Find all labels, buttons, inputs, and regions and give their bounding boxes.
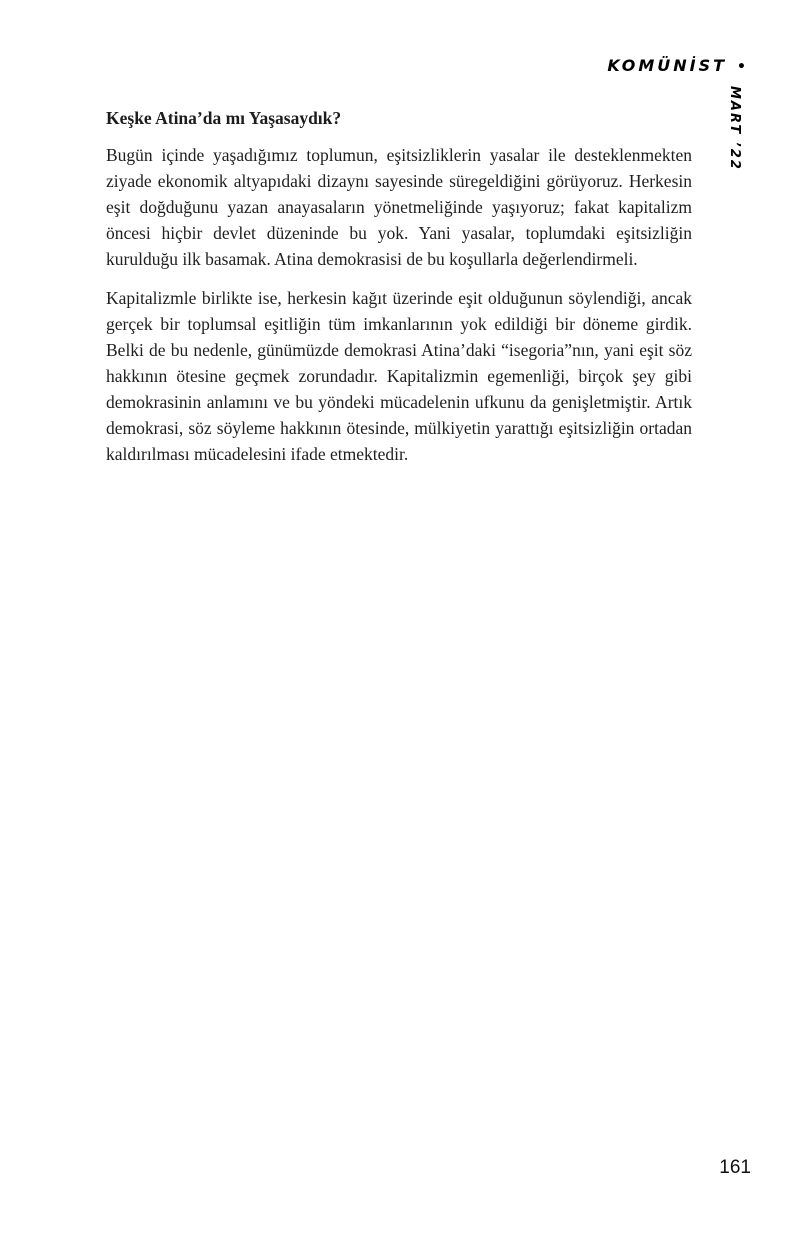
header-bullet-icon: • bbox=[737, 58, 746, 75]
issue-date: MART ’22 bbox=[727, 86, 742, 171]
article-paragraph-1: Bugün içinde yaşadığımız toplumun, eşitsizliklerin yasalar ile desteklenmekten ziyade ekonomik altyapıdaki dizaynı sayesinde süregeldiğini görüyoruz. Herkesin eşit doğduğunu yazan anayasaların yönetmeliğinde yaşıyoruz; fakat kapitalizm öncesi hiçbir devlet düzeninde bu yok. Yani yasalar, toplumdaki eşitsizliğin kurulduğu ilk basamak. Atina demokrasisi de bu koşullarla değerlendirmeli. bbox=[106, 145, 692, 269]
page-number: 161 bbox=[719, 1157, 751, 1178]
page-header bbox=[607, 56, 746, 75]
article-heading: Keşke Atina’da mı Yaşasaydık? bbox=[106, 108, 342, 128]
article-body bbox=[106, 106, 692, 480]
journal-title: KOMÜNİST bbox=[607, 56, 728, 75]
article-paragraph-2: Kapitalizmle birlikte ise, herkesin kağıt üzerinde eşit olduğunun söylendiği, ancak gerçek bir toplumsal eşitliğin tüm imkanlarının yok edildiği bir döneme girdik. Belki de bu nedenle, günümüzde demokrasi Atina’daki “isegoria”nın, yani eşit söz hakkının ötesine geçmek zorundadır. Kapitalizmin egemenliği, birçok şey gibi demokrasinin anlamını ve bu yöndeki mücadelenin ufkunu da genişletmiştir. Artık demokrasi, söz söyleme hakkının ötesinde, mülkiyetin yarattığı eşitsizliğin ortadan kaldırılması mücadelesini ifade etmektedir. bbox=[106, 288, 692, 464]
